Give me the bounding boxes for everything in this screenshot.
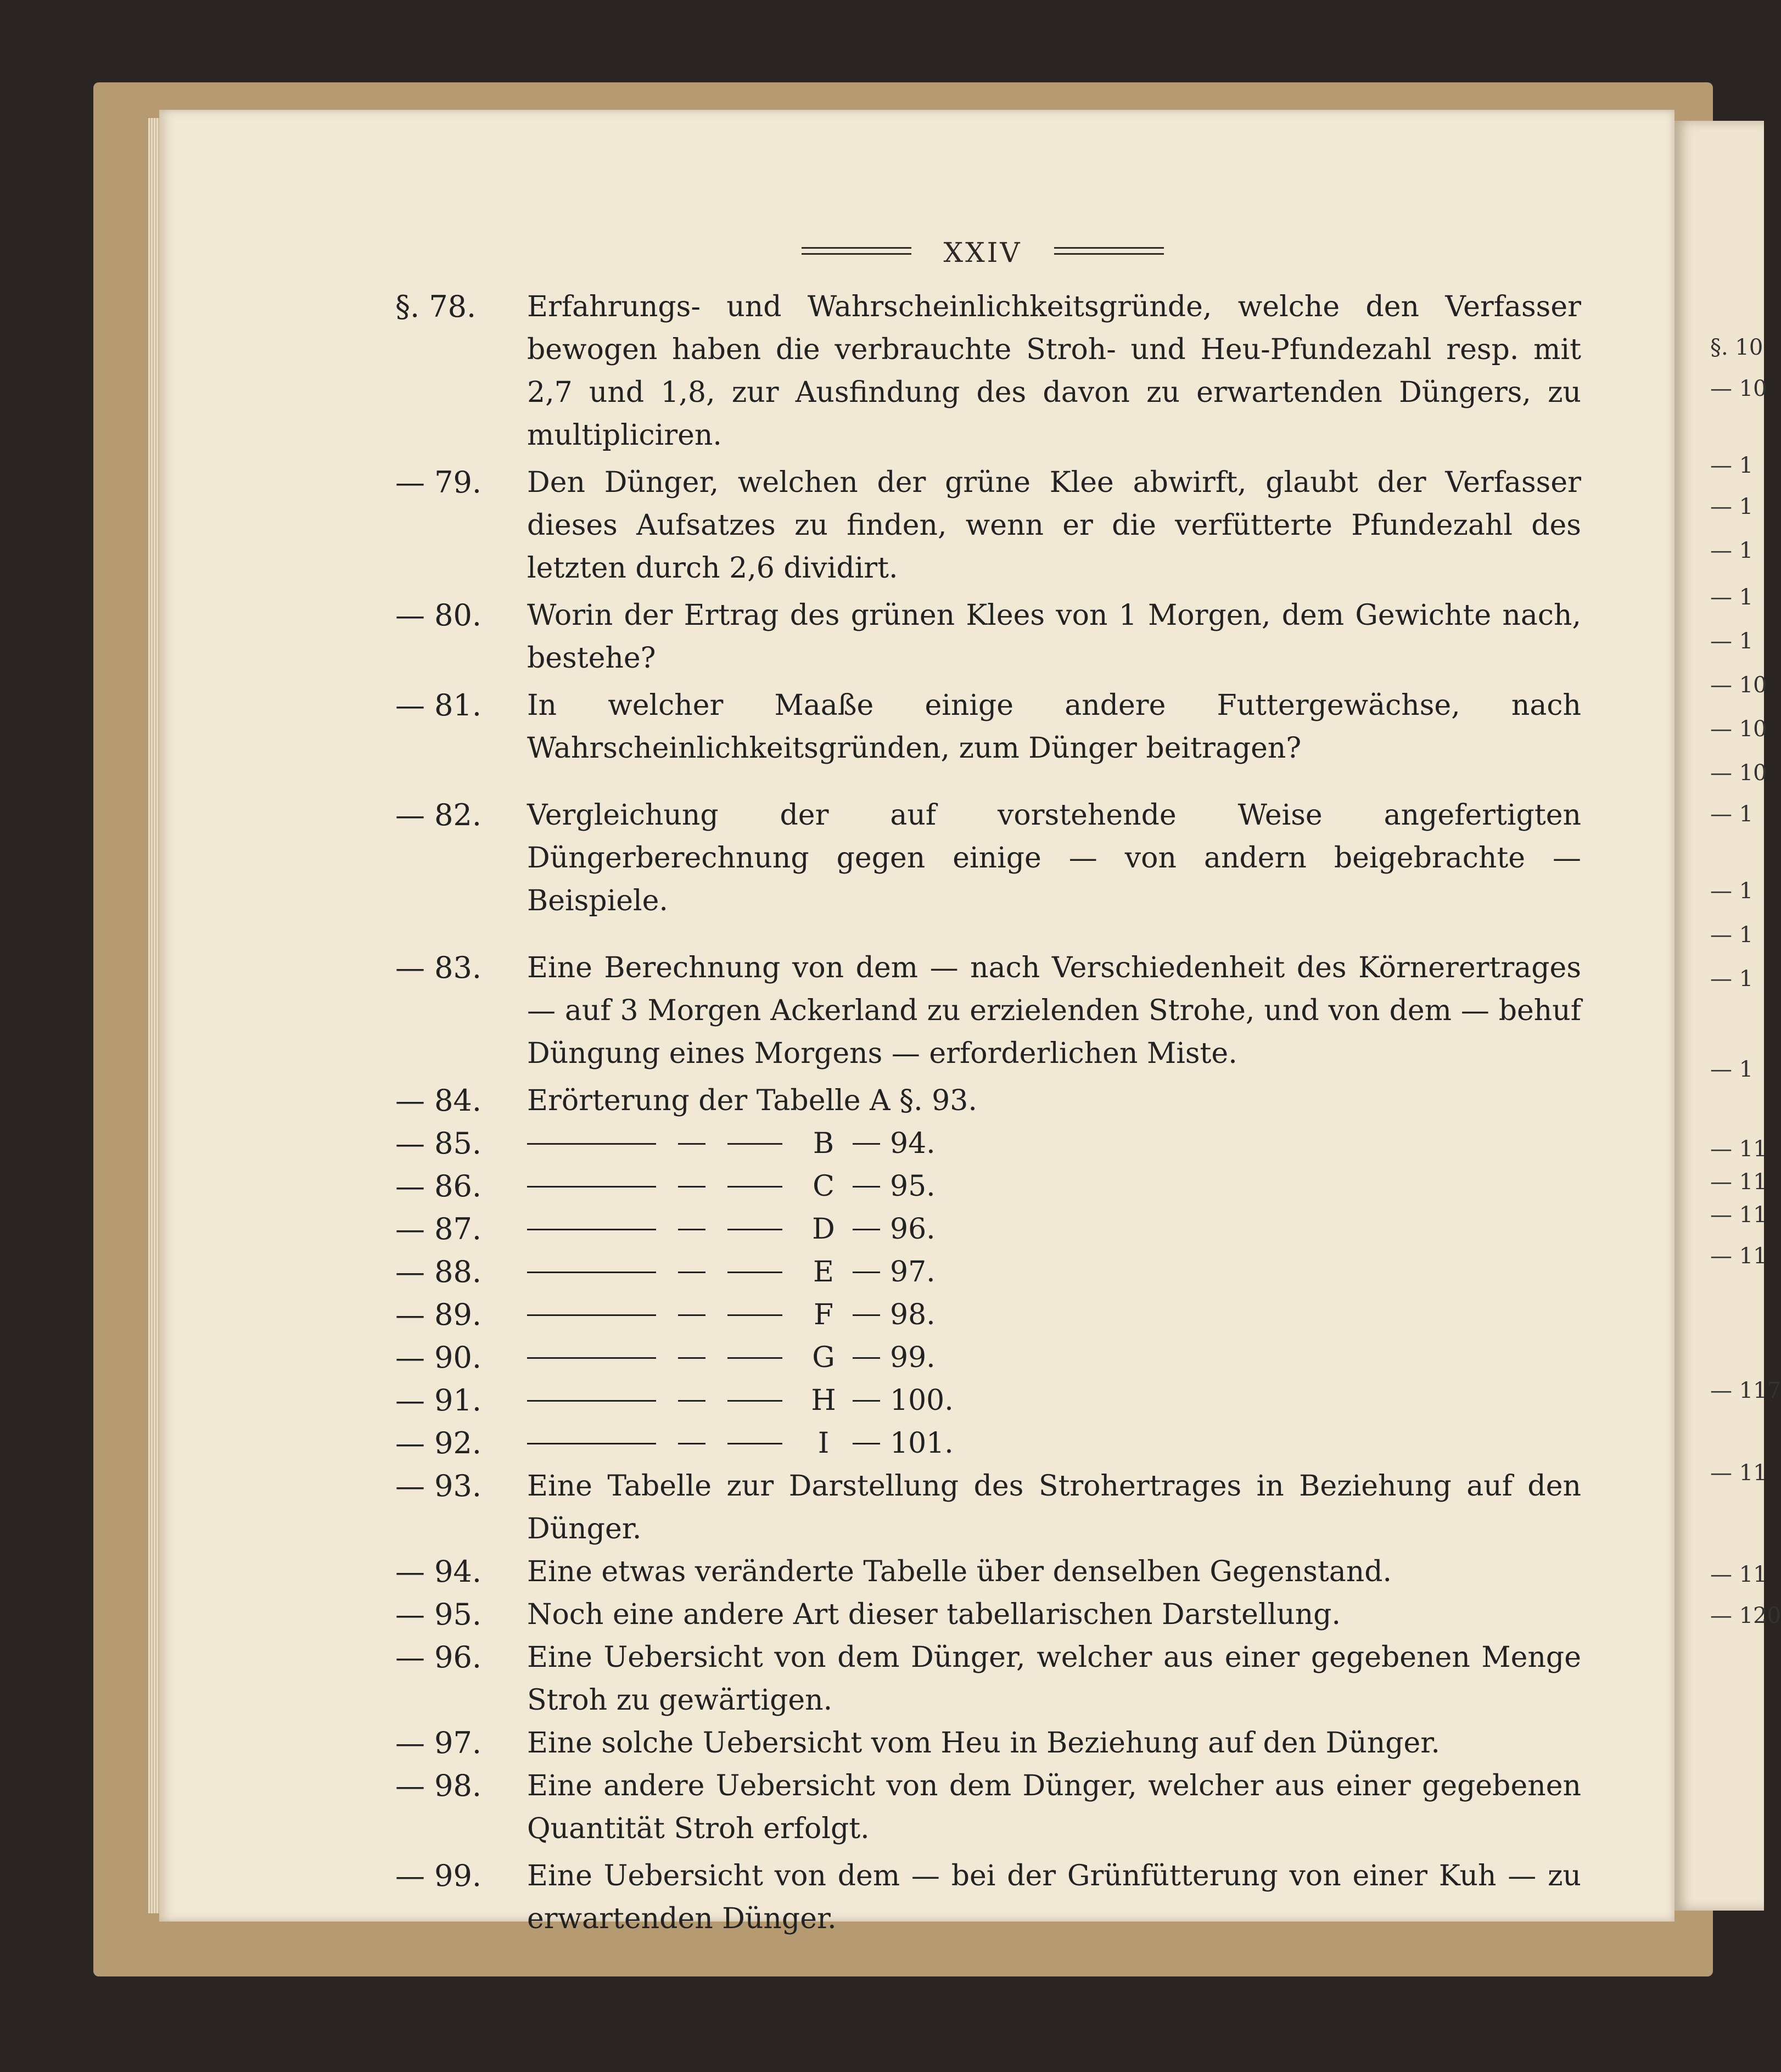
margin-ref: — 1 bbox=[1710, 1057, 1754, 1082]
paragraph-ref: — 79. bbox=[395, 465, 482, 500]
paragraph-ref: — 95. bbox=[395, 1597, 482, 1632]
margin-ref: — 1 bbox=[1710, 494, 1754, 519]
margin-ref: — 11 bbox=[1710, 1244, 1767, 1269]
list-item bbox=[395, 461, 1581, 590]
entry-text: Eine Berechnung von dem — nach Verschiedenheit des Körnerertrages — auf 3 Morgen Ackerland zu erzielenden Strohe, und von dem — behuf Düngung eines Morgens — erforderlichen Miste. bbox=[527, 951, 1581, 1070]
margin-ref: — 11 bbox=[1710, 1202, 1767, 1228]
table-letter: G bbox=[812, 1341, 835, 1374]
paragraph-ref: — 82. bbox=[395, 798, 482, 832]
paragraph-ref: — 83. bbox=[395, 950, 482, 985]
table-row bbox=[395, 1122, 1576, 1165]
table-of-contents bbox=[395, 285, 1581, 1940]
paragraph-ref: — 85. bbox=[395, 1126, 482, 1161]
table-letter: E bbox=[813, 1256, 834, 1289]
margin-ref: — 1 bbox=[1710, 453, 1754, 478]
table-paragraph: 100. bbox=[890, 1384, 954, 1417]
margin-ref: — 10 bbox=[1710, 760, 1767, 786]
list-item bbox=[395, 1593, 1576, 1636]
paragraph-ref: — 80. bbox=[395, 598, 482, 632]
list-item bbox=[395, 684, 1581, 770]
table-paragraph: 96. bbox=[890, 1213, 936, 1246]
entry-text: Erfahrungs- und Wahrscheinlichkeitsgründe, welche den Verfasser bewogen haben die verbrauchte Stroh- und Heu-Pfundezahl resp. mit 2,7 und 1,8, zur Ausfindung des davon zu erwartenden Düngers, zu multipliciren. bbox=[527, 290, 1581, 452]
table-paragraph: 95. bbox=[890, 1170, 936, 1203]
paragraph-ref: — 89. bbox=[395, 1297, 482, 1332]
list-item bbox=[395, 1722, 1576, 1765]
list-item bbox=[395, 285, 1581, 457]
entry-text: In welcher Maaße einige andere Futtergewächse, nach Wahrscheinlichkeitsgründen, zum Dünger beitragen? bbox=[527, 689, 1581, 765]
header-rule-left bbox=[802, 247, 911, 255]
margin-ref: — 1 bbox=[1710, 585, 1754, 610]
table-row bbox=[395, 1422, 1576, 1465]
table-paragraph: 97. bbox=[890, 1256, 936, 1289]
margin-ref: — 1 bbox=[1710, 538, 1754, 563]
list-item bbox=[395, 947, 1581, 1075]
paragraph-ref: — 98. bbox=[395, 1768, 482, 1803]
paragraph-ref: — 91. bbox=[395, 1383, 482, 1418]
entry-text: Eine Tabelle zur Darstellung des Strohertrages in Beziehung auf den Dünger. bbox=[527, 1470, 1581, 1545]
margin-ref: §. 10 bbox=[1710, 335, 1763, 360]
margin-ref: — 1 bbox=[1710, 802, 1754, 827]
entry-text: Vergleichung der auf vorstehende Weise angefertigten Düngerberechnung gegen einige — von andern beigebrachte — Beispiele. bbox=[527, 799, 1581, 917]
paragraph-ref: — 81. bbox=[395, 688, 482, 723]
margin-ref: — 1 bbox=[1710, 922, 1754, 948]
table-letter: F bbox=[813, 1298, 834, 1331]
paragraph-ref: — 99. bbox=[395, 1858, 482, 1893]
table-paragraph: 99. bbox=[890, 1341, 936, 1374]
table-row bbox=[395, 1379, 1576, 1422]
entry-text: Den Dünger, welchen der grüne Klee abwirft, glaubt der Verfasser dieses Aufsatzes zu finden, wenn er die verfütterte Pfundezahl des letzten durch 2,6 dividirt. bbox=[527, 466, 1581, 585]
paragraph-ref: — 87. bbox=[395, 1212, 482, 1246]
list-item bbox=[395, 1550, 1576, 1593]
margin-ref: — 10 bbox=[1710, 716, 1767, 742]
list-item bbox=[395, 594, 1581, 680]
paragraph-ref: — 93. bbox=[395, 1469, 482, 1503]
entry-text: Eine solche Uebersicht vom Heu in Beziehung auf den Dünger. bbox=[527, 1727, 1440, 1760]
table-letter: B bbox=[813, 1127, 835, 1160]
paragraph-ref: — 86. bbox=[395, 1169, 482, 1203]
list-item bbox=[395, 1855, 1581, 1940]
table-paragraph: 94. bbox=[890, 1127, 936, 1160]
paragraph-ref: — 84. bbox=[395, 1083, 482, 1118]
table-letter: D bbox=[812, 1213, 835, 1246]
paragraph-ref: — 92. bbox=[395, 1426, 482, 1460]
list-item bbox=[395, 1636, 1581, 1722]
list-item bbox=[395, 1079, 1576, 1122]
list-item bbox=[395, 1465, 1581, 1550]
margin-ref: — 1 bbox=[1710, 629, 1754, 654]
margin-ref: — 11 bbox=[1710, 1562, 1767, 1587]
entry-text: Eine etwas veränderte Tabelle über denselben Gegenstand. bbox=[527, 1555, 1392, 1588]
margin-ref: — 120 bbox=[1710, 1603, 1781, 1628]
paragraph-ref: — 88. bbox=[395, 1255, 482, 1289]
list-item bbox=[395, 1765, 1581, 1850]
margin-ref: — 10 bbox=[1710, 673, 1767, 698]
page-header bbox=[791, 236, 1175, 269]
table-row bbox=[395, 1165, 1576, 1208]
table-letter: I bbox=[817, 1427, 830, 1460]
entry-text: Erörterung der Tabelle A §. 93. bbox=[527, 1084, 977, 1117]
table-paragraph: 98. bbox=[890, 1298, 936, 1331]
header-rule-right bbox=[1054, 247, 1164, 255]
table-row bbox=[395, 1251, 1576, 1293]
margin-ref: — 11 bbox=[1710, 1460, 1767, 1486]
entry-text: Worin der Ertrag des grünen Klees von 1 Morgen, dem Gewichte nach, bestehe? bbox=[527, 599, 1581, 675]
table-row bbox=[395, 1208, 1576, 1251]
table-letter: H bbox=[811, 1384, 836, 1417]
table-row bbox=[395, 1336, 1576, 1379]
entry-text: Noch eine andere Art dieser tabellarischen Darstellung. bbox=[527, 1598, 1341, 1631]
list-item bbox=[395, 794, 1581, 922]
table-row bbox=[395, 1293, 1576, 1336]
paragraph-ref: — 90. bbox=[395, 1340, 482, 1375]
margin-ref: — 117 bbox=[1710, 1378, 1781, 1403]
page-number: XXIV bbox=[943, 237, 1022, 268]
paragraph-ref: — 97. bbox=[395, 1726, 482, 1760]
margin-ref: — 10 bbox=[1710, 376, 1767, 401]
paragraph-ref: — 94. bbox=[395, 1554, 482, 1589]
table-paragraph: 101. bbox=[890, 1427, 954, 1460]
margin-ref: — 1 bbox=[1710, 878, 1754, 904]
entry-text: Eine Uebersicht von dem — bei der Grünfütterung von einer Kuh — zu erwartenden Dünger. bbox=[527, 1860, 1581, 1935]
margin-ref: — 1 bbox=[1710, 966, 1754, 992]
paragraph-ref: §. 78. bbox=[395, 289, 477, 324]
entry-text: Eine Uebersicht von dem Dünger, welcher aus einer gegebenen Menge Stroh zu gewärtigen. bbox=[527, 1641, 1581, 1717]
entry-text: Eine andere Uebersicht von dem Dünger, welcher aus einer gegebenen Quantität Stroh erfolgt. bbox=[527, 1769, 1581, 1845]
margin-ref: — 11 bbox=[1710, 1169, 1767, 1195]
margin-ref: — 11 bbox=[1710, 1136, 1767, 1162]
table-letter: C bbox=[813, 1170, 835, 1203]
paragraph-ref: — 96. bbox=[395, 1640, 482, 1675]
